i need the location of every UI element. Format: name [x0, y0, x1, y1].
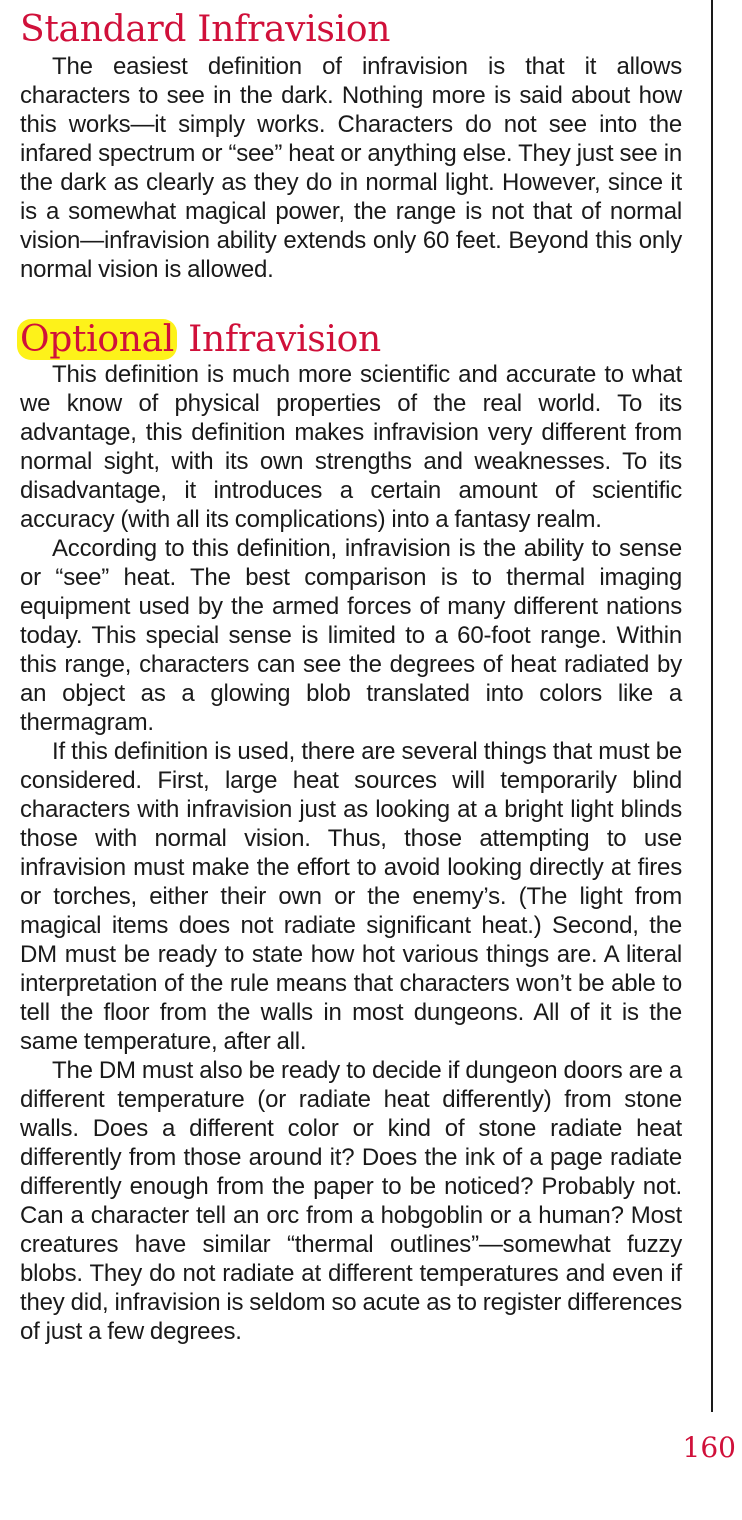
page-number: 160 — [682, 1431, 736, 1464]
highlighted-word: Optional — [17, 319, 177, 360]
paragraph-optional-4: The DM must also be ready to decide if dungeon doors are a different temperature (or radiate heat differently) from stone walls. Does a different color or kind of stone radiate heat differently from those around it? Does the ink of a page radiate differently enough from the paper to be noticed? Probably not. Can a character tell an orc from a hobgoblin or a human? Most creatures have similar “thermal outlines”—somewhat fuzzy blobs. They do not radiate at different temperatures and even if they did, infravision is seldom so acute as to register differences of just a few degrees. — [20, 1057, 682, 1345]
heading-rest: Infravision — [176, 319, 381, 360]
text-column — [20, 0, 682, 1346]
section-heading-standard-infravision: Standard Infravision — [20, 9, 391, 50]
paragraph-standard-1: The easiest definition of infravision is that it allows characters to see in the dark. Nothing more is said about how this works—it simply works. Characters do not see into the infared spectrum or “see” heat or anything else. They just see in the dark as clearly as they do in normal light. However, since it is a somewhat magical power, the range is not that of normal vision—infravision ability extends only 60 feet. Beyond this only normal vision is allowed. — [20, 53, 682, 283]
paragraph-optional-3: If this definition is used, there are several things that must be considered. First, large heat sources will temporarily blind characters with infravision just as looking at a bright light blinds those with normal vision. Thus, those attempting to use infravision must make the effort to avoid looking directly at fires or torches, either their own or the enemy’s. (The light from magical items does not radiate significant heat.) Second, the DM must be ready to state how hot various things are. A literal interpretation of the rule means that characters won’t be able to tell the floor from the walls in most dungeons. All of it is the same temperature, after all. — [20, 738, 682, 1055]
paragraph-optional-1: This definition is much more scientific and accurate to what we know of physical properties of the real world. To its advantage, this definition makes infravision very different from normal sight, with its own strengths and weaknesses. To its disadvantage, it introduces a certain amount of scientific accuracy (with all its complications) into a fantasy realm. — [20, 361, 682, 533]
paragraph-optional-2: According to this definition, infravision is the ability to sense or “see” heat. The best comparison is to thermal imaging equipment used by the armed forces of many different nations today. This special sense is limited to a 60-foot range. Within this range, characters can see the degrees of heat radiated by an object as a glowing blob translated into colors like a thermagram. — [20, 535, 682, 736]
section-heading-optional-infravision — [20, 320, 682, 360]
column-divider — [711, 0, 713, 1412]
